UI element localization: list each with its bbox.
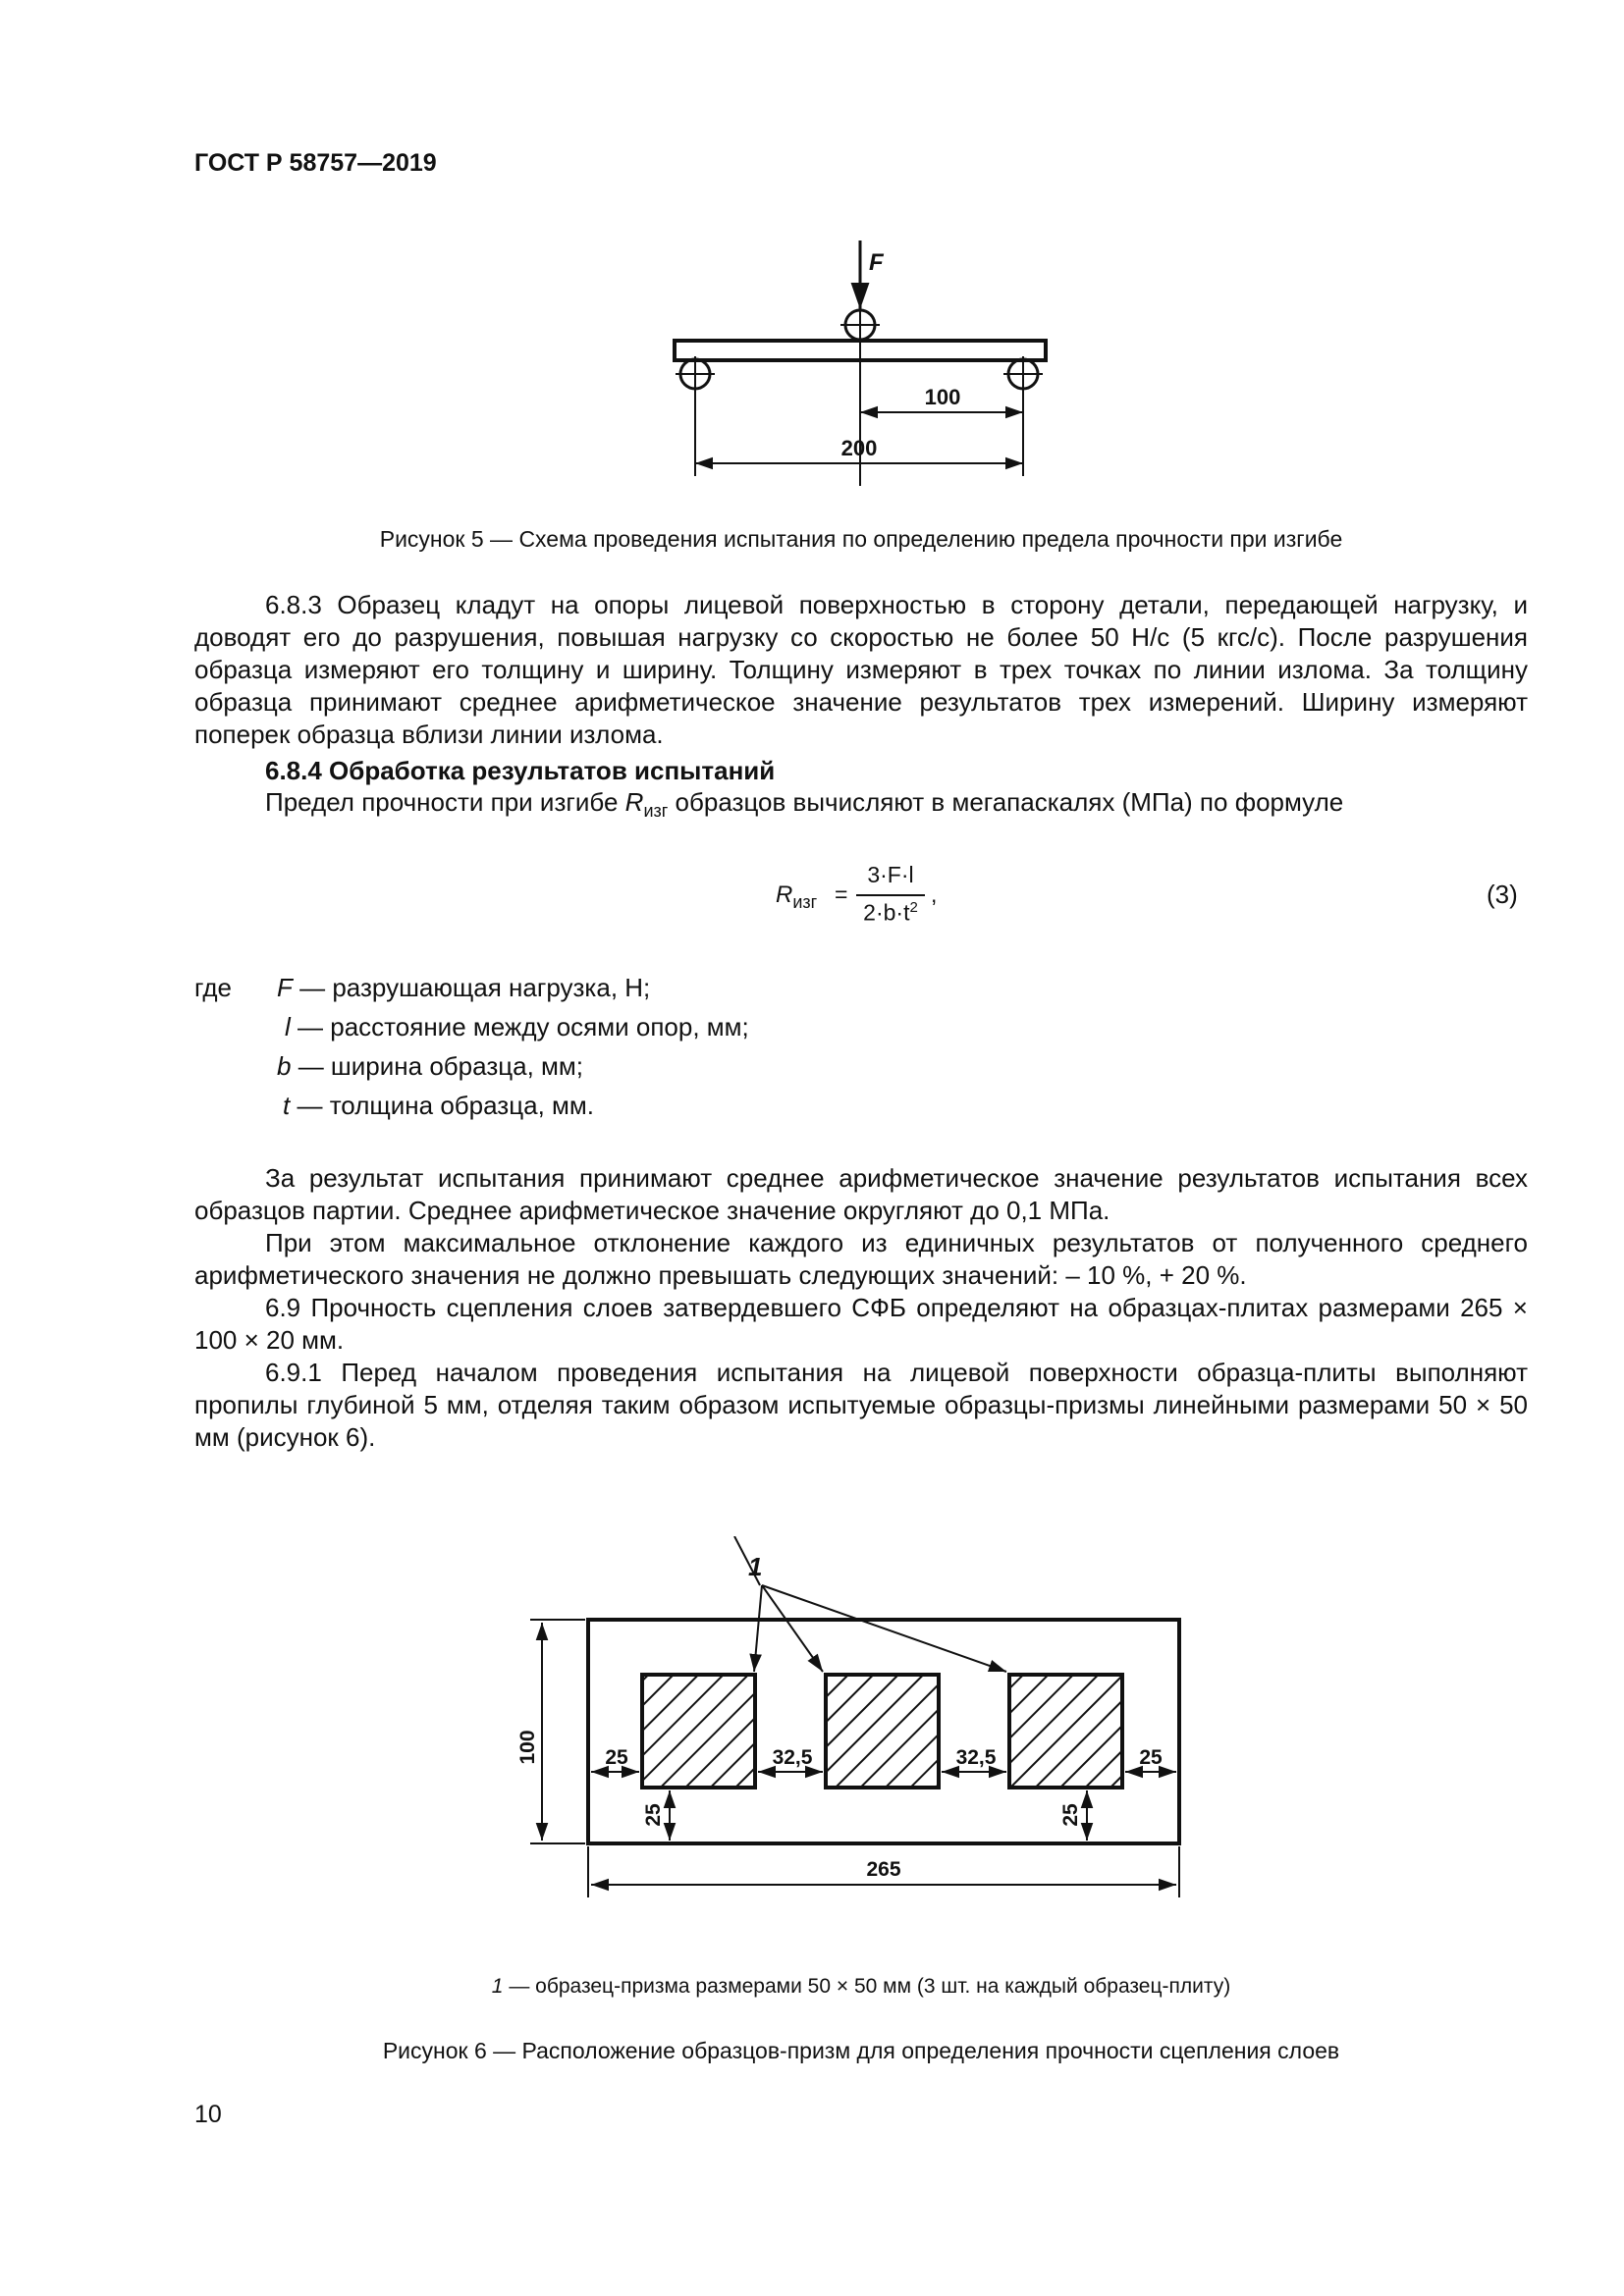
dim-bottom-right: 25: [1059, 1803, 1082, 1827]
formula-3: [776, 862, 972, 931]
figure-6-note: [194, 1975, 1528, 1999]
dim-width: 265: [866, 1858, 901, 1881]
formula-lhs-sub: изг: [792, 892, 818, 912]
formula-denominator: 2·b·t: [863, 899, 910, 926]
dim-gap-2: 32,5: [955, 1746, 997, 1769]
intro-symbol: R: [624, 787, 644, 817]
where-desc: — толщина образца, мм.: [297, 1091, 594, 1120]
document-id: ГОСТ Р 58757—2019: [194, 149, 437, 177]
where-sym: t: [283, 1091, 291, 1120]
paragraph-deviation: При этом максимальное отклонение каждого из единичных результатов от полученного среднего арифметического значения не должно превышать следующих значений: – 10 %, + 20 %.: [194, 1228, 1528, 1290]
formula-lhs: R: [776, 881, 793, 908]
page-number: 10: [194, 2101, 222, 2128]
prism-1: [642, 1675, 755, 1788]
figure-5-caption: Рисунок 5 — Схема проведения испытания по определению предела прочности при изгибе: [379, 526, 1343, 552]
dim-bottom-left: 25: [642, 1803, 665, 1827]
where-item-F: [277, 973, 650, 1003]
dim-full-span: 200: [840, 436, 878, 460]
dim-gap-1: 32,5: [772, 1746, 813, 1769]
prism-3: [1009, 1675, 1122, 1788]
where-desc: — разрушающая нагрузка, Н;: [299, 973, 651, 1002]
formula-intro: [194, 786, 1528, 828]
paragraph-result: За результат испытания принимают среднее арифметическое значение результатов испытания всех образцов партии. Среднее арифметическое значение округляют до 0,1 МПа.: [194, 1163, 1528, 1225]
force-label: F: [869, 249, 884, 276]
where-item-t: [283, 1091, 594, 1121]
callout-1: 1: [748, 1552, 763, 1581]
figure-5-diagram: [648, 231, 1060, 486]
where-item-l: [285, 1012, 749, 1042]
formula-numerator: 3·F·l: [867, 862, 914, 887]
where-sym: l: [285, 1012, 291, 1041]
paragraph-6-9-1: 6.9.1 Перед началом проведения испытания на лицевой поверхности образца-плиты выполняют пропилы глубиной 5 мм, отделяя таким образом испытуемые образцы-призмы линейными размерами 50 × 50 мм (рисунок 6).: [194, 1358, 1528, 1452]
intro-symbol-sub: изг: [643, 801, 669, 821]
note-number: 1: [491, 1975, 504, 1998]
formula-equals: =: [835, 881, 848, 907]
figure-6-caption: Рисунок 6 — Расположение образцов-призм для определения прочности сцепления слоев: [382, 2038, 1340, 2063]
formula-denominator-sup: 2: [909, 899, 918, 916]
dim-left: 25: [605, 1746, 628, 1769]
where-item-b: [277, 1051, 583, 1082]
note-text: — образец-призма размерами 50 × 50 мм (3 шт. на каждый образец-плиту): [503, 1975, 1231, 1998]
paragraph-6-9: 6.9 Прочность сцепления слоев затвердевшего СФБ определяют на образцах-плитах размерами 265 × 100 × 20 мм.: [194, 1293, 1528, 1355]
dim-right: 25: [1139, 1746, 1163, 1769]
where-sym: b: [277, 1051, 292, 1081]
where-desc: — расстояние между осями опор, мм;: [298, 1012, 749, 1041]
formula-trailing: ,: [931, 881, 938, 907]
prism-2: [826, 1675, 939, 1788]
where-desc: — ширина образца, мм;: [298, 1051, 584, 1081]
figure-6-diagram: [511, 1536, 1218, 1914]
where-label: где: [194, 973, 232, 1002]
dim-height: 100: [516, 1730, 539, 1765]
intro-after: образцов вычисляют в мегапаскалях (МПа) по формуле: [668, 787, 1344, 817]
intro-before: Предел прочности при изгибе: [265, 787, 625, 817]
formula-number: (3): [1487, 880, 1518, 909]
where-sym: F: [277, 973, 293, 1002]
dim-half-span: 100: [924, 385, 961, 409]
paragraph-6-8-3: 6.8.3 Образец кладут на опоры лицевой поверхностью в сторону детали, передающей нагрузку, и доводят его до разрушения, повышая нагрузку со скоростью не более 50 Н/с (5 кгс/с). После разрушения образца измеряют его толщину и ширину. Толщину измеряют в трех точках по линии излома. За толщину образца принимают среднее арифметическое значение результатов трех измерений. Ширину измеряют поперек образца вблизи линии излома.: [194, 590, 1528, 749]
heading-6-8-4: 6.8.4 Обработка результатов испытаний: [265, 756, 776, 785]
